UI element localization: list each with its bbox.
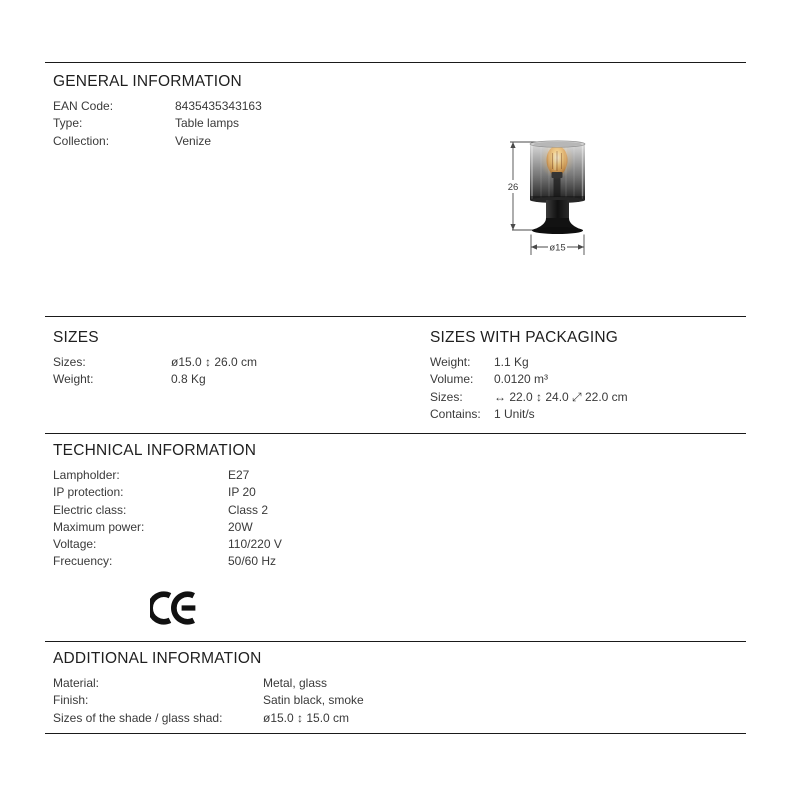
- section-title: SIZES WITH PACKAGING: [430, 329, 619, 346]
- spec-row: [53, 692, 364, 709]
- spec-label: Maximum power:: [53, 519, 145, 534]
- spec-row: [53, 133, 262, 150]
- spec-value: 8435435343163: [175, 99, 262, 113]
- spec-value: IP 20: [228, 485, 256, 500]
- divider: [45, 733, 746, 734]
- spec-row: [430, 389, 628, 406]
- spec-label: Material:: [53, 676, 100, 690]
- section-additional-information: [53, 648, 364, 727]
- spec-label: EAN Code:: [53, 99, 114, 113]
- spec-label: Collection:: [53, 133, 110, 148]
- spec-value: E27: [228, 468, 250, 482]
- table-lamp-drawing: [530, 141, 585, 234]
- section-title: GENERAL INFORMATION: [53, 73, 242, 90]
- spec-row: [53, 519, 282, 536]
- spec-row: [53, 371, 257, 388]
- spec-rows: [53, 467, 282, 571]
- section-title: ADDITIONAL INFORMATION: [53, 650, 262, 667]
- ce-letter-c: [150, 594, 170, 622]
- spec-label: IP protection:: [53, 485, 124, 500]
- section-technical-information: [53, 440, 282, 571]
- spec-label: Volume:: [430, 372, 474, 387]
- spec-rows: [53, 354, 257, 389]
- spec-row: [53, 710, 364, 727]
- divider: [45, 433, 746, 434]
- divider: [45, 641, 746, 642]
- spec-label: Finish:: [53, 693, 89, 708]
- diameter-dimension-label: ø15: [549, 242, 566, 254]
- spec-value: 0.0120 m³: [494, 372, 549, 387]
- divider: [45, 316, 746, 317]
- spec-value: ø15.0 ↕ 15.0 cm: [263, 710, 350, 725]
- spec-label: Electric class:: [53, 502, 127, 517]
- spec-value: ↔ 22.0 ↕ 24.0 ⤢ 22.0 cm: [494, 389, 628, 404]
- section-sizes: [53, 327, 257, 389]
- spec-value: 50/60 Hz: [228, 554, 277, 569]
- section-general-information: [53, 71, 262, 150]
- spec-row: [430, 371, 628, 388]
- spec-row: [53, 484, 282, 501]
- diameter-dimension: [531, 235, 584, 256]
- spec-value: 1 Unit/s: [494, 406, 535, 421]
- height-dimension-label: 26: [507, 182, 519, 193]
- spec-value: Venize: [175, 133, 212, 148]
- spec-label: Voltage:: [53, 537, 97, 552]
- spec-label: Sizes:: [53, 355, 86, 369]
- spec-row: [53, 536, 282, 553]
- spec-rows: [53, 98, 262, 150]
- spec-value: Satin black, smoke: [263, 693, 364, 708]
- spec-value: 20W: [228, 519, 253, 534]
- spec-value: ø15.0 ↕ 26.0 cm: [171, 355, 258, 369]
- spec-row: [53, 115, 262, 132]
- ce-mark-logo: [150, 589, 198, 627]
- spec-value: 0.8 Kg: [171, 372, 206, 387]
- spec-value: Metal, glass: [263, 676, 328, 690]
- glass-front-reflection: [530, 144, 585, 200]
- spec-row: [53, 98, 262, 115]
- spec-row: [430, 406, 628, 423]
- spec-label: Contains:: [430, 406, 481, 421]
- divider: [45, 62, 746, 63]
- spec-rows: [53, 675, 364, 727]
- section-title: SIZES: [53, 329, 99, 346]
- section-sizes-with-packaging: [430, 327, 628, 423]
- spec-row: [53, 675, 364, 692]
- spec-row: [53, 553, 282, 570]
- spec-row: [430, 354, 628, 371]
- lamp-base: [532, 227, 583, 234]
- spec-row: [53, 467, 282, 484]
- spec-label: Sizes of the shade / glass shad:: [53, 710, 223, 725]
- spec-label: Weight:: [53, 372, 94, 387]
- spec-label: Lampholder:: [53, 468, 120, 482]
- spec-label: Frecuency:: [53, 554, 113, 569]
- spec-value: Table lamps: [175, 116, 240, 131]
- product-image: [485, 126, 615, 262]
- spec-row: [53, 354, 257, 371]
- spec-label: Type:: [53, 116, 83, 131]
- spec-value: 110/220 V: [228, 537, 282, 552]
- spec-label: Weight:: [430, 355, 471, 369]
- spec-value: 1.1 Kg: [494, 355, 529, 369]
- section-title: TECHNICAL INFORMATION: [53, 442, 257, 459]
- spec-value: Class 2: [228, 502, 269, 517]
- spec-row: [53, 502, 282, 519]
- spec-rows: [430, 354, 628, 423]
- spec-label: Sizes:: [430, 389, 463, 404]
